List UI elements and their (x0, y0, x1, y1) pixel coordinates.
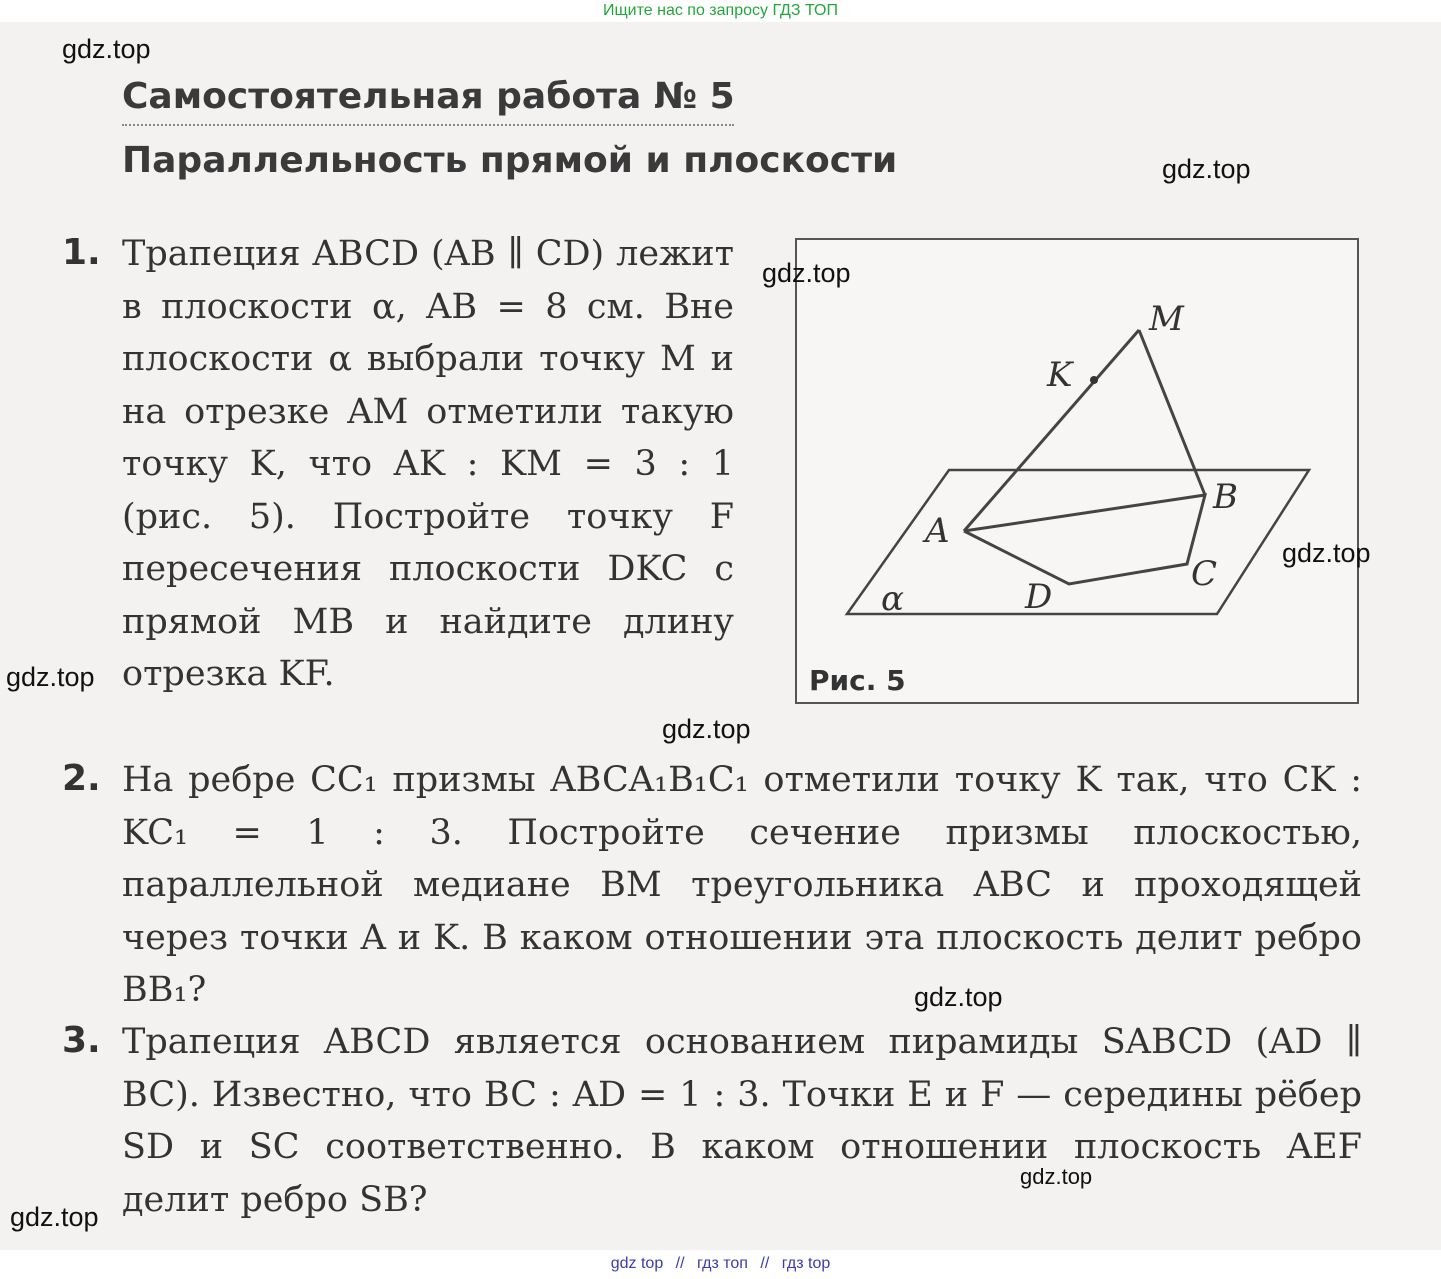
bottom-links (0, 1255, 1441, 1273)
label-k: K (1047, 355, 1073, 395)
watermark: gdz.top (1282, 538, 1371, 568)
watermark: gdz.top (662, 714, 751, 744)
watermark: gdz.top (10, 1202, 99, 1232)
figure-5 (795, 238, 1359, 704)
label-a: A (925, 511, 950, 551)
bottom-link-gdz-top[interactable]: gdz top (610, 1255, 664, 1272)
watermark: gdz.top (914, 982, 1003, 1012)
bottom-link-gdz-top-ru[interactable]: гдз топ (697, 1255, 748, 1272)
label-m: M (1149, 299, 1184, 339)
problem-2-number: 2. (62, 758, 101, 799)
plane-alpha (847, 470, 1309, 614)
problem-2-text: На ребре CC₁ призмы ABCA₁B₁C₁ отметили точку K так, что CK : KC₁ = 1 : 3. Постройте сечение призмы плоскостью, параллельной медиане BM треугольника ABC и проходящей через точки A и K. В каком отношении эта плоскость делит ребро BB₁? (122, 760, 1362, 1010)
watermark: gdz.top (1020, 1164, 1093, 1189)
watermark: gdz.top (762, 258, 851, 288)
trapezoid-abcd (964, 495, 1205, 584)
page-subtitle: Параллельность прямой и плоскости (122, 140, 898, 181)
label-alpha: α (881, 579, 904, 619)
title-divider (122, 124, 734, 126)
problem-1-text: Трапеция ABCD (AB ∥ CD) лежит в плоскости α, AB = 8 см. Вне плоскости α выбрали точку M и на отрезке AM отметили такую точку K, что AK : KM = 3 : 1 (рис. 5). Постройте точку F пересечения плоскости DKC с прямой MB и найдите длину отрезка KF. (122, 234, 734, 694)
figure-caption: Рис. 5 (809, 664, 906, 697)
problem-1-number: 1. (62, 232, 101, 273)
figure-5-diagram (797, 240, 1357, 702)
top-search-link[interactable]: Ищите нас по запросу ГДЗ ТОП (603, 2, 838, 19)
point-k (1090, 376, 1098, 384)
watermark: gdz.top (1162, 154, 1251, 184)
page-title: Самостоятельная работа № 5 (122, 76, 735, 117)
label-b: B (1213, 477, 1238, 517)
bottom-link-separator: // (675, 1255, 685, 1272)
label-d: D (1025, 577, 1053, 617)
problem-3-text: Трапеция ABCD является основанием пирамиды SABCD (AD ∥ BC). Известно, что BC : AD = 1 : 3. Точки E и F — середины рёбер SD и SC соответственно. В каком отношении плоскость AEF делит ребро SB? (122, 1022, 1362, 1220)
watermark: gdz.top (6, 662, 95, 692)
watermark: gdz.top (62, 34, 151, 64)
problem-3-number: 3. (62, 1020, 101, 1061)
bottom-link-gdz-top-mixed[interactable]: гдз top (781, 1255, 831, 1272)
bottom-link-separator: // (760, 1255, 770, 1272)
label-c: C (1191, 554, 1218, 594)
